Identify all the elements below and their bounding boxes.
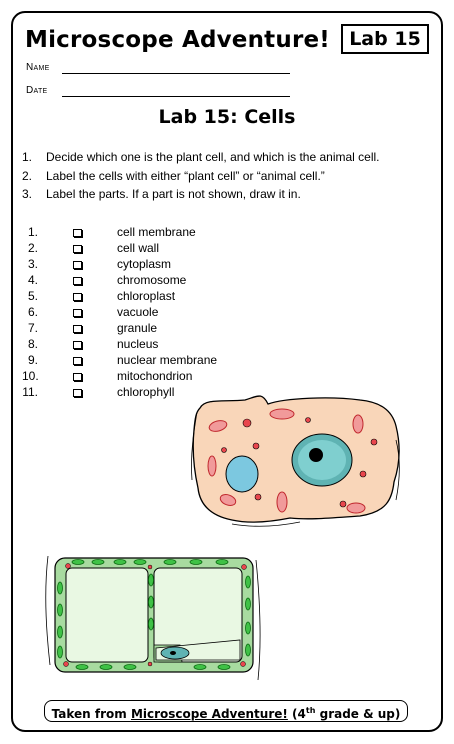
checklist-item: 1. cell membrane: [27, 225, 196, 239]
checkbox-icon[interactable]: [73, 341, 82, 349]
checklist-item: 7. granule: [27, 321, 158, 335]
instructions-list: [22, 148, 380, 204]
date-label: Date: [26, 85, 48, 96]
date-field[interactable]: [62, 96, 290, 97]
book-title: Microscope Adventure!: [130, 707, 288, 721]
instruction-item: 2. Label the cells with either “plant cell” or “animal cell.”: [22, 168, 325, 183]
checklist-item: 3. cytoplasm: [27, 257, 172, 271]
checkbox-icon[interactable]: [73, 293, 82, 301]
checkbox-icon[interactable]: [73, 357, 82, 365]
checklist-item: 10. mitochondrion: [22, 369, 193, 383]
checkbox-icon[interactable]: [73, 373, 82, 381]
checklist-item: 5. chloroplast: [27, 289, 176, 303]
worksheet-title: Microscope Adventure!: [25, 27, 330, 53]
lab-number-badge: Lab 15: [341, 24, 429, 54]
checklist-item: 9. nuclear membrane: [27, 353, 218, 367]
name-label: Name: [26, 62, 50, 73]
parts-checklist: [22, 224, 217, 400]
checkbox-icon[interactable]: [73, 229, 82, 237]
checkbox-icon[interactable]: [73, 325, 82, 333]
checklist-item: 2. cell wall: [27, 241, 160, 255]
checklist-item: 4. chromosome: [27, 273, 187, 287]
instruction-item: 3. Label the parts. If a part is not shown, draw it in.: [22, 187, 301, 201]
instruction-item: 1. Decide which one is the plant cell, and which is the animal cell.: [22, 150, 380, 164]
checkbox-icon[interactable]: [73, 245, 82, 253]
checkbox-icon[interactable]: [73, 389, 82, 397]
lab-heading: Lab 15: Cells: [158, 106, 296, 128]
checkbox-icon[interactable]: [73, 277, 82, 285]
checklist-item: 8. nucleus: [27, 337, 159, 351]
name-field[interactable]: [62, 73, 290, 74]
checklist-item: 11. chlorophyll: [22, 385, 175, 399]
checkbox-icon[interactable]: [73, 309, 82, 317]
checkbox-icon[interactable]: [73, 261, 82, 269]
source-credit: Taken from Microscope Adventure! (4th grade & up): [44, 700, 408, 722]
checklist-item: 6. vacuole: [27, 305, 159, 319]
